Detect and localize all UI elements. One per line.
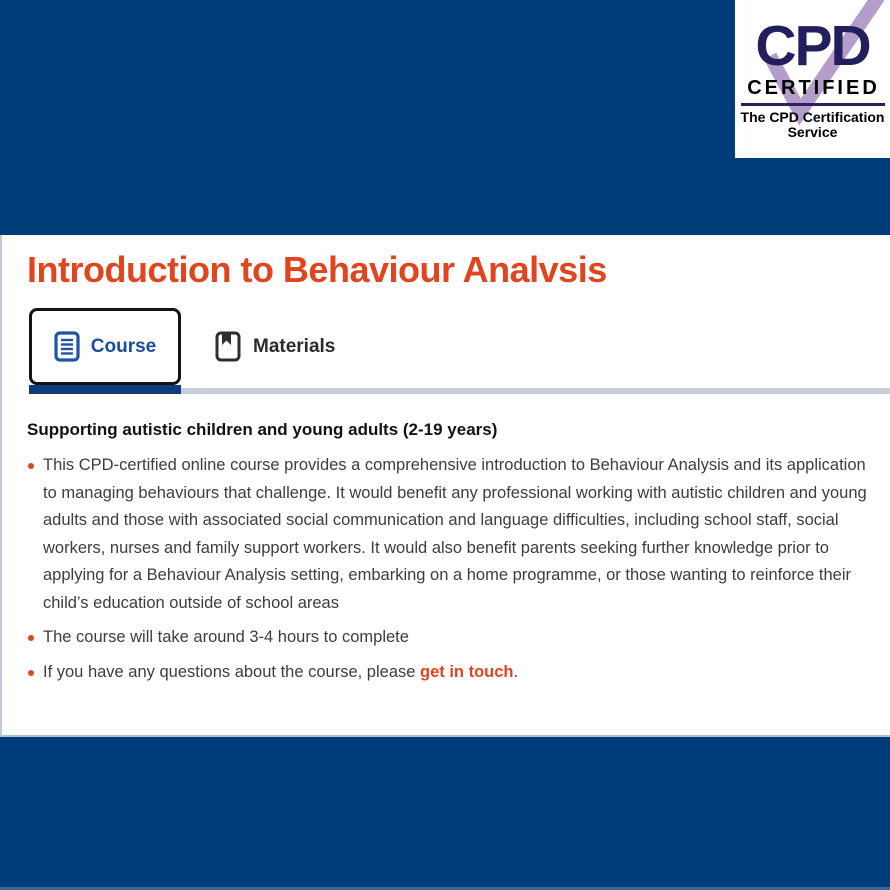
get-in-touch-link[interactable]: get in touch (420, 662, 514, 681)
tab-materials[interactable] (203, 308, 347, 385)
bullet-text: This CPD-certified online course provides a comprehensive introduction to Behaviour Analysis and its application to managing behaviours that challenge. It would benefit any professional working with autistic children and young adults and those with associated social communication and language difficulties, including school staff, social workers, nurses and family support workers. It would also benefit parents seeking further knowledge prior to applying for a Behaviour Analysis setting, embarking on a home programme, or those wanting to reinforce their child’s education outside of school areas (43, 456, 867, 612)
page-title: Introduction to Behaviour Analvsis (27, 249, 607, 290)
tab-track-line (181, 388, 890, 394)
list-item (27, 659, 868, 687)
course-content-panel (0, 235, 890, 737)
tab-bar (27, 308, 868, 394)
course-description-list (27, 452, 868, 686)
list-item (27, 624, 868, 652)
cpd-service-line1: The CPD Certification (740, 109, 885, 125)
tab-course-label: Course (90, 335, 157, 357)
active-tab-indicator (29, 385, 181, 394)
cpd-certified-logo (735, 0, 890, 158)
bookmark-icon (215, 331, 241, 362)
bullet-text-suffix: . (513, 662, 519, 681)
cpd-service-line2: Service (787, 123, 838, 140)
document-lines-icon (54, 331, 80, 362)
cpd-logo-text: CPD (755, 14, 870, 78)
tab-course[interactable] (29, 308, 181, 385)
cpd-certified-text: CERTIFIED (747, 77, 880, 99)
bullet-text: The course will take around 3-4 hours to complete (43, 628, 409, 647)
list-item (27, 452, 868, 617)
cpd-logo-divider (741, 103, 885, 106)
tab-materials-label: Materials (253, 335, 336, 357)
bullet-text: If you have any questions about the course, please (43, 662, 421, 681)
section-heading: Supporting autistic children and young adults (2-19 years) (27, 420, 498, 440)
